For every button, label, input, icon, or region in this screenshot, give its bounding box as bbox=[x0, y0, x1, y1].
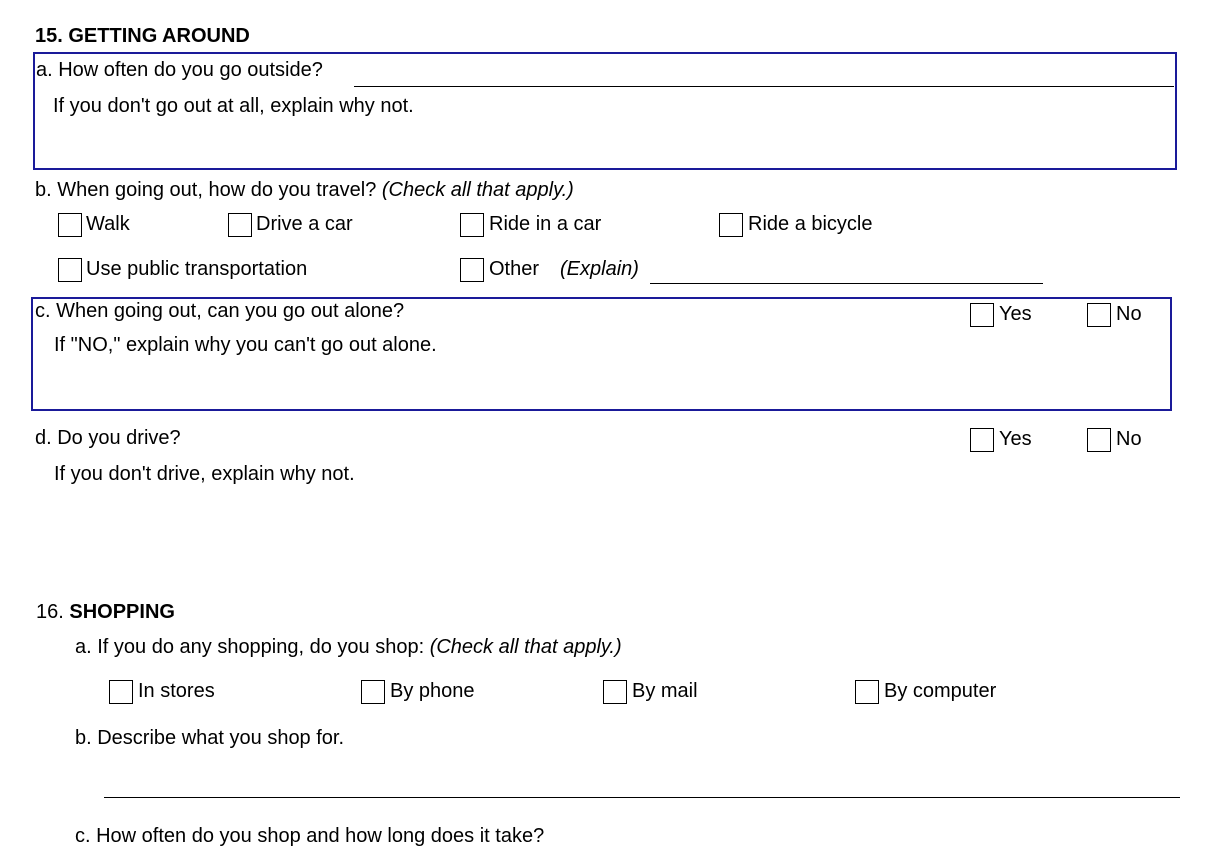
travel-drive-car-checkbox[interactable] bbox=[228, 213, 252, 237]
shop-by-computer-label: By computer bbox=[884, 680, 997, 702]
section-16-number: 16. bbox=[36, 601, 64, 623]
alone-yes-checkbox[interactable] bbox=[970, 303, 994, 327]
travel-walk-label: Walk bbox=[86, 213, 130, 235]
shop-in-stores-checkbox[interactable] bbox=[109, 680, 133, 704]
question-16c-label: c. How often do you shop and how long does it take? bbox=[75, 825, 545, 847]
question-15a-explanation-field[interactable] bbox=[40, 122, 1170, 164]
travel-drive-car-label: Drive a car bbox=[256, 213, 353, 235]
question-15b-label bbox=[35, 180, 574, 200]
question-15c-explanation-field[interactable] bbox=[38, 362, 1166, 406]
travel-walk-checkbox[interactable] bbox=[58, 213, 82, 237]
drive-yes-checkbox[interactable] bbox=[970, 428, 994, 452]
question-15c-label: c. When going out, can you go out alone? bbox=[35, 300, 405, 322]
question-15a-label: a. How often do you go outside? bbox=[36, 59, 323, 81]
travel-other-explain-field[interactable] bbox=[650, 255, 1043, 283]
drive-yes-label: Yes bbox=[999, 428, 1032, 450]
travel-ride-car-checkbox[interactable] bbox=[460, 213, 484, 237]
question-16b-label: b. Describe what you shop for. bbox=[75, 727, 345, 749]
travel-explain-label: (Explain) bbox=[560, 258, 639, 280]
question-15d-label: d. Do you drive? bbox=[35, 427, 181, 449]
question-16b-answer-field[interactable] bbox=[104, 756, 1180, 796]
drive-no-checkbox[interactable] bbox=[1087, 428, 1111, 452]
question-16a-label bbox=[75, 637, 622, 657]
travel-ride-car-label: Ride in a car bbox=[489, 213, 602, 235]
question-16a-note: (Check all that apply.) bbox=[429, 636, 622, 658]
shop-in-stores-label: In stores bbox=[138, 680, 215, 702]
drive-no-label: No bbox=[1116, 428, 1142, 450]
section-16-title: SHOPPING bbox=[69, 601, 175, 623]
travel-other-label: Other bbox=[489, 258, 540, 280]
section-15-heading: 15. GETTING AROUND bbox=[35, 25, 250, 47]
alone-yes-label: Yes bbox=[999, 303, 1032, 325]
shop-by-mail-checkbox[interactable] bbox=[603, 680, 627, 704]
shop-by-phone-label: By phone bbox=[390, 680, 475, 702]
question-15a-followup: If you don't go out at all, explain why not. bbox=[53, 95, 414, 117]
question-16c-answer-field[interactable] bbox=[600, 822, 1170, 852]
question-15b-note: (Check all that apply.) bbox=[381, 179, 574, 201]
travel-bicycle-checkbox[interactable] bbox=[719, 213, 743, 237]
shop-by-computer-checkbox[interactable] bbox=[855, 680, 879, 704]
question-15a-answer-line bbox=[354, 86, 1174, 87]
question-15d-followup: If you don't drive, explain why not. bbox=[54, 463, 355, 485]
shop-by-phone-checkbox[interactable] bbox=[361, 680, 385, 704]
question-15a-answer-field[interactable] bbox=[354, 56, 1174, 86]
question-15d-explanation-field[interactable] bbox=[40, 490, 1170, 580]
travel-other-explain-line bbox=[650, 283, 1043, 284]
shop-by-mail-label: By mail bbox=[632, 680, 698, 702]
section-16-heading bbox=[36, 602, 175, 622]
question-16b-answer-line bbox=[104, 797, 1180, 798]
question-15c-followup: If "NO," explain why you can't go out alone. bbox=[54, 334, 437, 356]
question-15b-text: b. When going out, how do you travel? bbox=[35, 179, 377, 201]
alone-no-label: No bbox=[1116, 303, 1142, 325]
travel-bicycle-label: Ride a bicycle bbox=[748, 213, 873, 235]
travel-other-checkbox[interactable] bbox=[460, 258, 484, 282]
alone-no-checkbox[interactable] bbox=[1087, 303, 1111, 327]
travel-public-transport-checkbox[interactable] bbox=[58, 258, 82, 282]
travel-public-transport-label: Use public transportation bbox=[86, 258, 308, 280]
question-16a-text: a. If you do any shopping, do you shop: bbox=[75, 636, 425, 658]
